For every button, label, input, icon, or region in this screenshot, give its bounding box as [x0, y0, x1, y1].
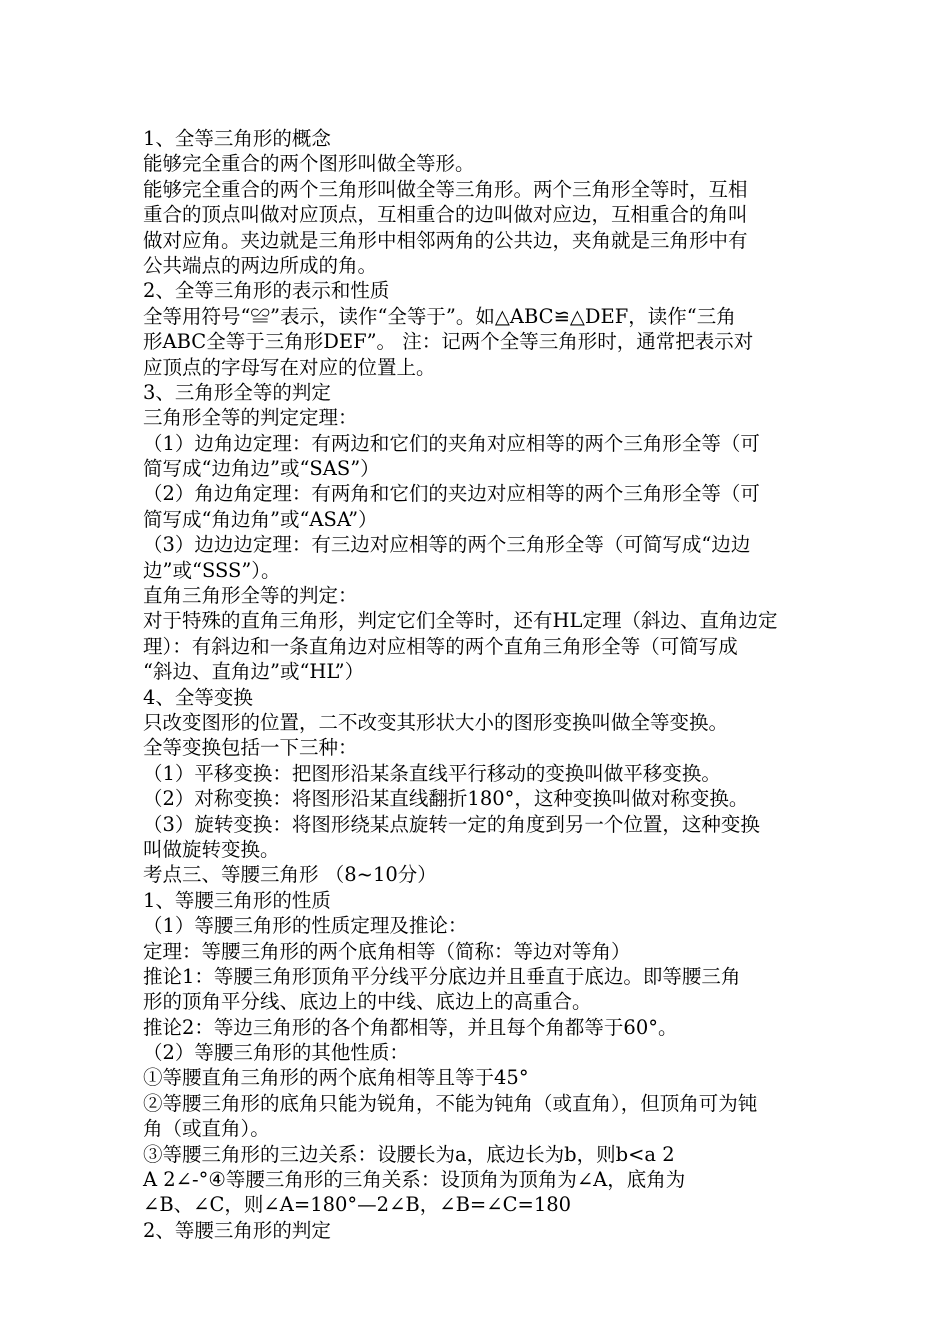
paragraph-line: 只改变图形的位置，二不改变其形状大小的图形变换叫做全等变换。 [143, 710, 729, 734]
paragraph-line: 形ABC全等于三角形DEF”。 注：记两个全等三角形时，通常把表示对 [143, 330, 754, 354]
paragraph-line: 推论2：等边三角形的各个角都相等，并且每个角都等于60°。 [143, 1015, 678, 1039]
subheading-right-triangle: 直角三角形全等的判定： [143, 584, 358, 608]
list-item-rotation-cont: 叫做旋转变换。 [143, 837, 280, 861]
paragraph-line: 定理：等腰三角形的两个底角相等（简称：等边对等角） [143, 939, 631, 963]
paragraph-line: 三角形全等的判定定理： [143, 406, 358, 430]
list-item-circled-2: ②等腰三角形的底角只能为锐角，不能为钝角（或直角），但顶角可为钝 [143, 1091, 758, 1115]
paragraph-line: 能够完全重合的两个三角形叫做全等三角形。两个三角形全等时，互相 [143, 177, 748, 201]
list-item-reflection: （2）对称变换：将图形沿某直线翻折180°，这种变换叫做对称变换。 [143, 787, 749, 811]
list-item-translation: （1）平移变换：把图形沿某条直线平行移动的变换叫做平移变换。 [143, 761, 721, 785]
list-item-rotation: （3）旋转变换：将图形绕某点旋转一定的角度到另一个位置，这种变换 [143, 812, 760, 836]
list-item-asa: （2）角边角定理：有两角和它们的夹边对应相等的两个三角形全等（可 [143, 482, 760, 506]
paragraph-line: 理）：有斜边和一条直角边对应相等的两个直角三角形全等（可简写成 [143, 634, 738, 658]
list-item-circled-3: ③等腰三角形的三边关系：设腰长为a，底边长为b，则b<a 2 [143, 1142, 675, 1166]
list-item-sss-cont: 边”或“SSS”）。 [143, 558, 281, 582]
paragraph-line: 做对应角。夹边就是三角形中相邻两角的公共边，夹角就是三角形中有 [143, 228, 748, 252]
subheading-theorem-corollary: （1）等腰三角形的性质定理及推论： [143, 914, 468, 938]
paragraph-line: 全等变换包括一下三种： [143, 736, 358, 760]
list-item-sas-cont: 简写成“边角边”或“SAS”） [143, 457, 380, 481]
list-item-circled-4-cont: ∠B、∠C，则∠A=180°—2∠B，∠B=∠C=180 [143, 1193, 572, 1217]
heading-isosceles-properties: 1、等腰三角形的性质 [143, 888, 331, 912]
subheading-other-properties: （2）等腰三角形的其他性质： [143, 1041, 409, 1065]
heading-congruent-transform: 4、全等变换 [143, 685, 253, 709]
paragraph-line: 全等用符号“≌”表示，读作“全等于”。如△ABC≌△DEF，读作“三角 [143, 304, 736, 328]
heading-congruence-criteria: 3、三角形全等的判定 [143, 380, 331, 404]
document-page [143, 126, 815, 1243]
paragraph-line: 公共端点的两边所成的角。 [143, 253, 378, 277]
list-item-asa-cont: 简写成“角边角”或“ASA”） [143, 507, 378, 531]
heading-notation-properties: 2、全等三角形的表示和性质 [143, 279, 390, 303]
paragraph-line: 应顶点的字母写在对应的位置上。 [143, 355, 436, 379]
paragraph-line: “斜边、直角边”或“HL”） [143, 660, 365, 684]
list-item-sas: （1）边角边定理：有两边和它们的夹角对应相等的两个三角形全等（可 [143, 431, 760, 455]
paragraph-line: 重合的顶点叫做对应顶点，互相重合的边叫做对应边，互相重合的角叫 [143, 203, 748, 227]
heading-congruent-concept: 1、全等三角形的概念 [143, 127, 331, 150]
list-item-sss: （3）边边边定理：有三边对应相等的两个三角形全等（可简写成“边边 [143, 533, 751, 557]
heading-topic-isosceles: 考点三、等腰三角形 （8~10分） [143, 863, 437, 887]
list-item-circled-1: ①等腰直角三角形的两个底角相等且等于45° [143, 1066, 529, 1090]
heading-isosceles-criteria: 2、等腰三角形的判定 [143, 1218, 331, 1242]
list-item-circled-2-cont: 角（或直角）。 [143, 1117, 270, 1141]
paragraph-line: 推论1：等腰三角形顶角平分线平分底边并且垂直于底边。即等腰三角 [143, 964, 741, 988]
paragraph-line: 能够完全重合的两个图形叫做全等形。 [143, 152, 475, 176]
paragraph-line: 对于特殊的直角三角形，判定它们全等时，还有HL定理（斜边、直角边定 [143, 609, 778, 633]
paragraph-line: 形的顶角平分线、底边上的中线、底边上的高重合。 [143, 990, 592, 1014]
list-item-circled-4: A 2∠-°④等腰三角形的三角关系：设顶角为顶角为∠A，底角为 [143, 1168, 686, 1192]
